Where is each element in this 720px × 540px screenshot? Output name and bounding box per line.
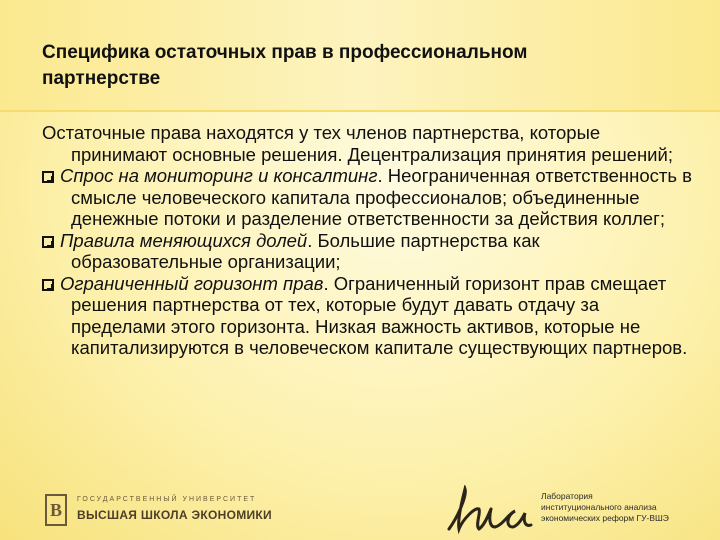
- lab-line-3: экономических реформ ГУ-ВШЭ: [541, 513, 669, 523]
- intro-paragraph: Остаточные права находятся у тех членов партнерства, которые принимают основные решения. Децентрализация принятия решений;: [42, 122, 673, 165]
- university-name: ВЫСШАЯ ШКОЛА ЭКОНОМИКИ: [77, 508, 272, 522]
- bullet-text: . Ограниченный горизонт прав смещает решения партнерства от тех, которые будут давать отдачу за пределами этого горизонта. Низкая важность активов, которые не капитализируются в человеческом капитале существующих партнеров.: [71, 272, 688, 358]
- bullet-item: [42, 165, 692, 230]
- bullet-lead: Правила меняющихся долей: [60, 229, 308, 251]
- lab-line-1: Лаборатория: [541, 491, 593, 501]
- title-line-1: Специфика остаточных прав в профессиональном: [42, 42, 528, 63]
- checkbox-bullet-icon: [42, 171, 54, 183]
- checkbox-bullet-icon: [42, 279, 54, 291]
- bullet-item: [42, 230, 692, 273]
- lab-logo: [445, 485, 715, 535]
- title-line-2: партнерстве: [42, 68, 161, 89]
- hse-emblem-icon: В: [45, 494, 67, 526]
- bullet-lead: Ограниченный горизонт прав: [60, 272, 324, 294]
- lab-caption: [541, 491, 669, 524]
- university-caption: ГОСУДАРСТВЕННЫЙ УНИВЕРСИТЕТ: [77, 496, 257, 503]
- bullet-item: [42, 273, 692, 359]
- slide-body: [42, 122, 692, 359]
- hse-logo: [45, 490, 285, 530]
- bullet-text: . Большие партнерства как образовательные организации;: [71, 229, 540, 272]
- title-divider: [0, 110, 720, 112]
- checkbox-bullet-icon: [42, 236, 54, 248]
- lab-line-2: институционального анализа: [541, 502, 657, 512]
- lab-signature-icon: [445, 485, 533, 535]
- bullet-text: . Неограниченная ответственность в смысле человеческого капитала профессионалов; объединенные денежные потоки и разделение ответственности за действия коллег;: [71, 165, 692, 229]
- bullet-lead: Спрос на мониторинг и консалтинг: [60, 165, 378, 186]
- slide-title: [42, 40, 682, 92]
